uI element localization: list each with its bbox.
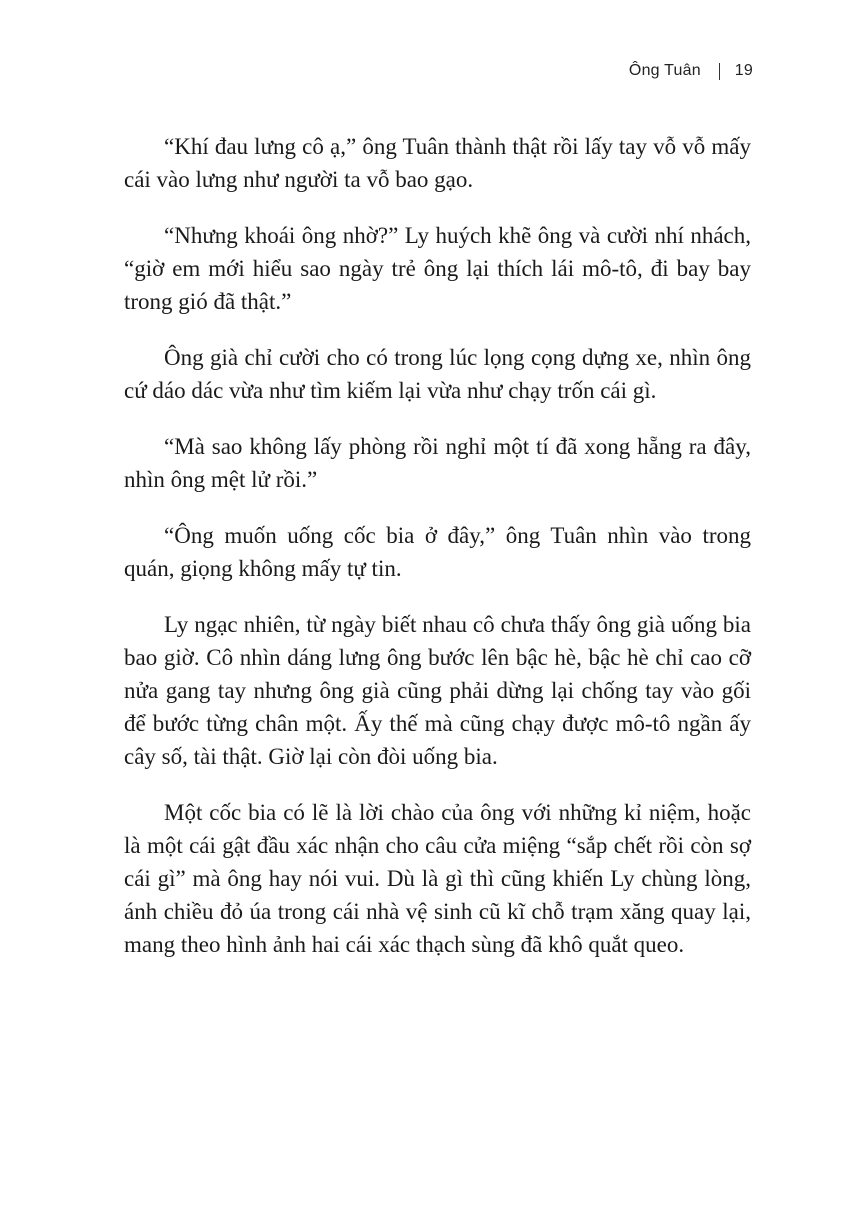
paragraph: Ly ngạc nhiên, từ ngày biết nhau cô chưa thấy ông già uống bia bao giờ. Cô nhìn dáng lưng ông bước lên bậc hè, bậc hè chỉ cao cỡ nửa gang tay nhưng ông già cũng phải dừng lại chống tay vào gối để bước từng chân một. Ấy thế mà cũng chạy được mô-tô ngần ấy cây số, tài thật. Giờ lại còn đòi uống bia. [124, 612, 751, 769]
paragraph: Ông già chỉ cười cho có trong lúc lọng cọng dựng xe, nhìn ông cứ dáo dác vừa như tìm kiếm lại vừa như chạy trốn cái gì. [124, 345, 751, 403]
paragraph: “Nhưng khoái ông nhờ?” Ly huých khẽ ông và cười nhí nhách, “giờ em mới hiểu sao ngày trẻ ông lại thích lái mô-tô, đi bay bay trong gió đã thật.” [124, 223, 751, 314]
paragraph: “Khí đau lưng cô ạ,” ông Tuân thành thật rồi lấy tay vỗ vỗ mấy cái vào lưng như người ta vỗ bao gạo. [124, 134, 751, 192]
paragraph: “Mà sao không lấy phòng rồi nghỉ một tí đã xong hẵng ra đây, nhìn ông mệt lử rồi.” [124, 434, 751, 492]
page-number: 19 [734, 62, 753, 79]
paragraph: Một cốc bia có lẽ là lời chào của ông với những kỉ niệm, hoặc là một cái gật đầu xác nhận cho câu cửa miệng “sắp chết rồi còn sợ cái gì” mà ông hay nói vui. Dù là gì thì cũng khiến Ly chùng lòng, ánh chiều đỏ úa trong cái nhà vệ sinh cũ kĩ chỗ trạm xăng quay lại, mang theo hình ảnh hai cái xác thạch sùng đã khô quắt queo. [124, 800, 751, 957]
paragraph: “Ông muốn uống cốc bia ở đây,” ông Tuân nhìn vào trong quán, giọng không mấy tự tin. [124, 523, 751, 581]
body-text [124, 130, 751, 984]
header-separator [719, 63, 720, 80]
running-head [629, 62, 753, 80]
chapter-title: Ông Tuân [628, 62, 701, 79]
